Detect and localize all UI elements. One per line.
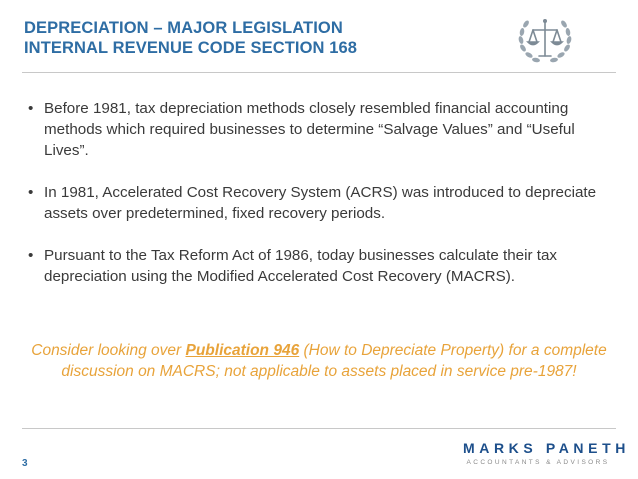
note-prefix: Consider looking over — [31, 342, 186, 359]
bullet-list — [28, 98, 608, 308]
publication-note — [24, 340, 614, 382]
page-number: 3 — [22, 458, 28, 469]
note-suffix: (How to Depreciate Property) for a complete discussion on MACRS; not applicable to assets placed in service pre-1987! — [61, 342, 607, 380]
bullet-item: • Pursuant to the Tax Reform Act of 1986, today businesses calculate their tax depreciation using the Modified Accelerated Cost Recovery (MACRS). — [28, 245, 608, 287]
slide-title — [24, 18, 494, 58]
publication-946-link[interactable]: Publication 946 — [185, 342, 300, 359]
scales-of-justice-icon — [515, 10, 575, 70]
bullet-item: • Before 1981, tax depreciation methods closely resembled financial accounting methods which required businesses to determine “Salvage Values” and “Useful Lives”. — [28, 98, 608, 161]
logo-tagline: ACCOUNTANTS & ADVISORS — [466, 459, 610, 466]
logo-name: MARKS PANETH — [463, 440, 630, 456]
title-line-2: INTERNAL REVENUE CODE SECTION 168 — [24, 39, 358, 57]
bullet-item: • In 1981, Accelerated Cost Recovery System (ACRS) was introduced to depreciate assets over predetermined, fixed recovery periods. — [28, 182, 608, 224]
title-line-1: DEPRECIATION – MAJOR LEGISLATION — [24, 19, 343, 37]
footer-divider — [22, 428, 616, 429]
company-logo — [463, 440, 630, 466]
title-divider — [22, 72, 616, 73]
